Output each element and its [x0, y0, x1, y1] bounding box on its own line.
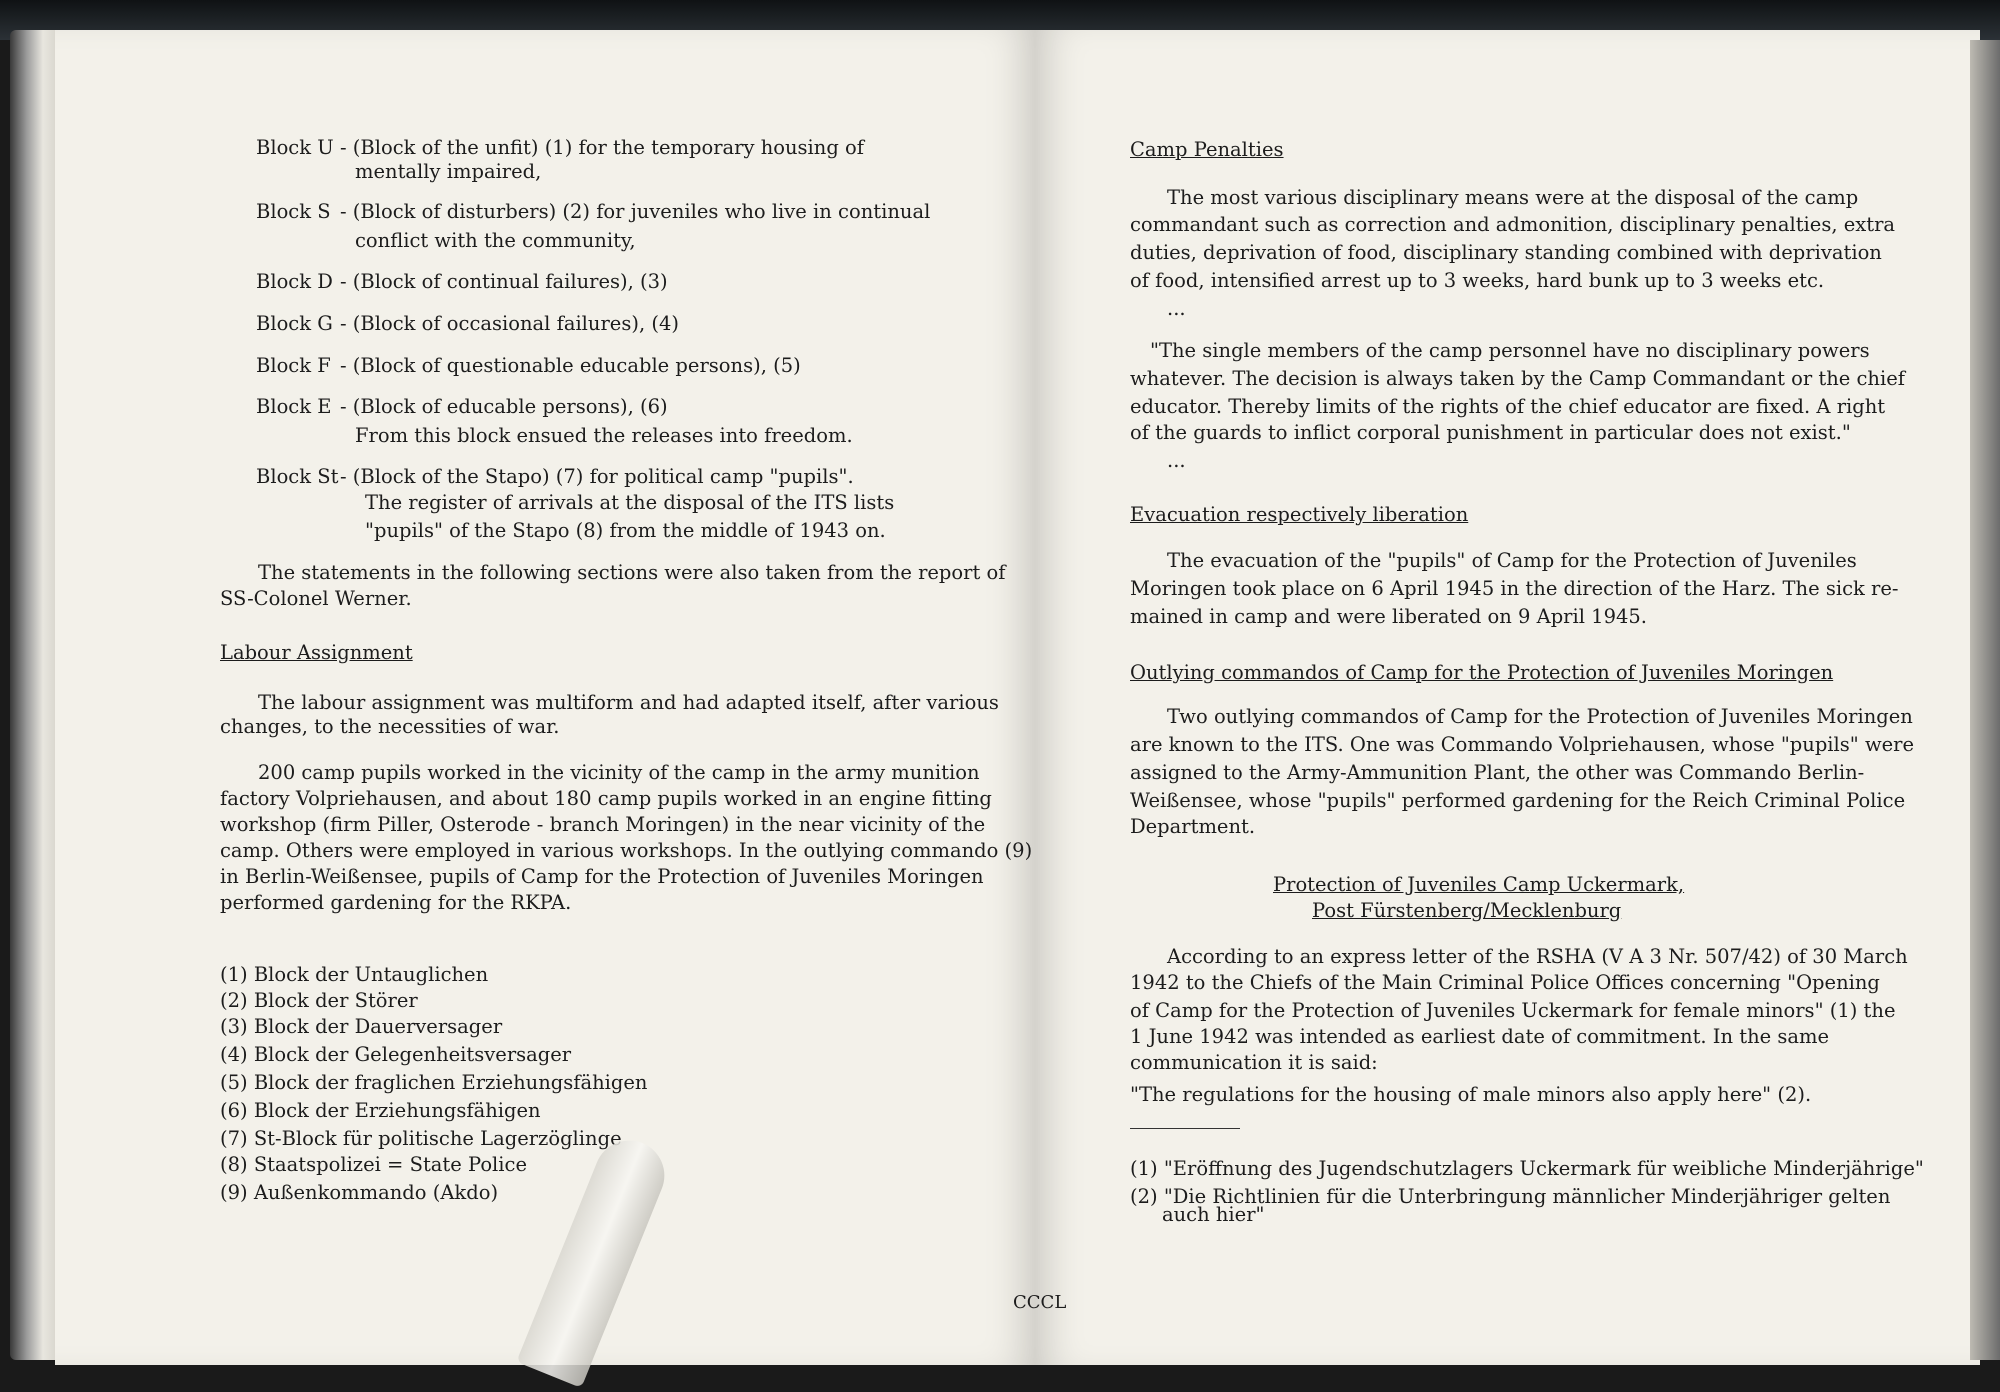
paragraph-line: The labour assignment was multiform and had adapted itself, after various [258, 691, 999, 714]
footnote: auch hier" [1162, 1203, 1265, 1226]
quote-line: "The single members of the camp personnel have no disciplinary powers [1150, 339, 1870, 362]
block-text: - (Block of disturbers) (2) for juveniles who live in continual [340, 200, 931, 223]
block-text: mentally impaired, [355, 160, 542, 183]
block-label: Block D [256, 270, 333, 293]
block-label: Block E [256, 395, 332, 418]
paragraph-line: performed gardening for the RKPA. [220, 891, 572, 914]
page-number: CCCL [1013, 1292, 1067, 1313]
footnote: (5) Block der fraglichen Erziehungsfähigen [220, 1071, 648, 1094]
footnote: (2) "Die Richtlinien für die Unterbringung männlicher Minderjähriger gelten [1130, 1185, 1891, 1208]
footnote-divider [1130, 1128, 1240, 1129]
section-heading: Outlying commandos of Camp for the Protection of Juveniles Moringen [1130, 661, 1834, 684]
block-label: Block S [256, 200, 331, 223]
footnote: (9) Außenkommando (Akdo) [220, 1181, 499, 1204]
paragraph-line: 1 June 1942 was intended as earliest date of commitment. In the same [1130, 1025, 1830, 1048]
footnote: (8) Staatspolizei = State Police [220, 1153, 527, 1176]
block-label: Block St [256, 465, 339, 488]
paragraph-line: According to an express letter of the RSHA (V A 3 Nr. 507/42) of 30 March [1167, 945, 1908, 968]
block-text: - (Block of educable persons), (6) [340, 395, 668, 418]
footnote: (6) Block der Erziehungsfähigen [220, 1099, 541, 1122]
paragraph-line: assigned to the Army-Ammunition Plant, the other was Commando Berlin- [1130, 761, 1865, 784]
paragraph-line: Weißensee, whose "pupils" performed gardening for the Reich Criminal Police [1130, 789, 1906, 812]
block-label: Block U [256, 136, 334, 159]
paragraph-line: of food, intensified arrest up to 3 weeks, hard bunk up to 3 weeks etc. [1130, 269, 1825, 292]
paragraph-line: workshop (firm Piller, Osterode - branch Moringen) in the near vicinity of the [220, 813, 986, 836]
block-text: conflict with the community, [355, 229, 636, 252]
paragraph-line: The statements in the following sections were also taken from the report of [258, 561, 1006, 584]
paragraph-line: The most various disciplinary means were at the disposal of the camp [1167, 186, 1859, 209]
quote-line: educator. Thereby limits of the rights of the chief educator are fixed. A right [1130, 395, 1886, 418]
block-text: The register of arrivals at the disposal of the ITS lists [365, 491, 895, 514]
footnote: (4) Block der Gelegenheitsversager [220, 1043, 572, 1066]
paragraph-line: 1942 to the Chiefs of the Main Criminal Police Offices concerning "Opening [1130, 971, 1880, 994]
paragraph-line: communication it is said: [1130, 1051, 1378, 1074]
paragraph-line: SS-Colonel Werner. [220, 587, 412, 610]
section-heading: Protection of Juveniles Camp Uckermark, [1273, 873, 1685, 896]
paragraph-line: mained in camp and were liberated on 9 April 1945. [1130, 605, 1647, 628]
book-right-edge [1970, 40, 2000, 1360]
paragraph-line: changes, to the necessities of war. [220, 715, 560, 738]
paragraph-line: in Berlin-Weißensee, pupils of Camp for the Protection of Juveniles Moringen [220, 865, 984, 888]
block-label: Block G [256, 312, 333, 335]
footnote: (2) Block der Störer [220, 989, 418, 1012]
paragraph-line: Two outlying commandos of Camp for the Protection of Juveniles Moringen [1167, 705, 1913, 728]
section-subheading: Post Fürstenberg/Mecklenburg [1312, 899, 1622, 922]
section-heading: Camp Penalties [1130, 138, 1284, 161]
block-text: "pupils" of the Stapo (8) from the middle of 1943 on. [365, 519, 886, 542]
paragraph-line: are known to the ITS. One was Commando Volpriehausen, whose "pupils" were [1130, 733, 1915, 756]
block-text: - (Block of the Stapo) (7) for political camp "pupils". [340, 465, 854, 488]
block-text: - (Block of the unfit) (1) for the temporary housing of [340, 136, 864, 159]
ellipsis: ... [1167, 297, 1186, 320]
paragraph-line: 200 camp pupils worked in the vicinity of the camp in the army munition [258, 761, 980, 784]
block-text: - (Block of occasional failures), (4) [340, 312, 679, 335]
block-text: From this block ensued the releases into freedom. [355, 424, 853, 447]
paragraph-line: duties, deprivation of food, disciplinary standing combined with deprivation [1130, 241, 1882, 264]
footnote: (3) Block der Dauerversager [220, 1015, 503, 1038]
footnote: (7) St-Block für politische Lagerzöglinge [220, 1127, 622, 1150]
paragraph-line: camp. Others were employed in various workshops. In the outlying commando (9) [220, 839, 1033, 862]
paragraph-line: The evacuation of the "pupils" of Camp for the Protection of Juveniles [1167, 549, 1857, 572]
footnote: (1) "Eröffnung des Jugendschutzlagers Uckermark für weibliche Minderjährige" [1130, 1157, 1924, 1180]
paragraph-line: commandant such as correction and admonition, disciplinary penalties, extra [1130, 213, 1896, 236]
quote-line: "The regulations for the housing of male minors also apply here" (2). [1130, 1083, 1812, 1106]
paragraph-line: factory Volpriehausen, and about 180 camp pupils worked in an engine fitting [220, 787, 992, 810]
section-heading: Labour Assignment [220, 641, 413, 664]
block-text: - (Block of questionable educable persons), (5) [340, 354, 801, 377]
block-label: Block F [256, 354, 331, 377]
paragraph-line: Department. [1130, 815, 1256, 838]
quote-line: whatever. The decision is always taken by the Camp Commandant or the chief [1130, 367, 1905, 390]
section-heading: Evacuation respectively liberation [1130, 503, 1469, 526]
footnote: (1) Block der Untauglichen [220, 963, 489, 986]
paragraph-line: of Camp for the Protection of Juveniles Uckermark for female minors" (1) the [1130, 999, 1896, 1022]
ellipsis: ... [1167, 449, 1186, 472]
block-text: - (Block of continual failures), (3) [340, 270, 668, 293]
paragraph-line: Moringen took place on 6 April 1945 in the direction of the Harz. The sick re- [1130, 577, 1899, 600]
quote-line: of the guards to inflict corporal punishment in particular does not exist." [1130, 421, 1851, 444]
